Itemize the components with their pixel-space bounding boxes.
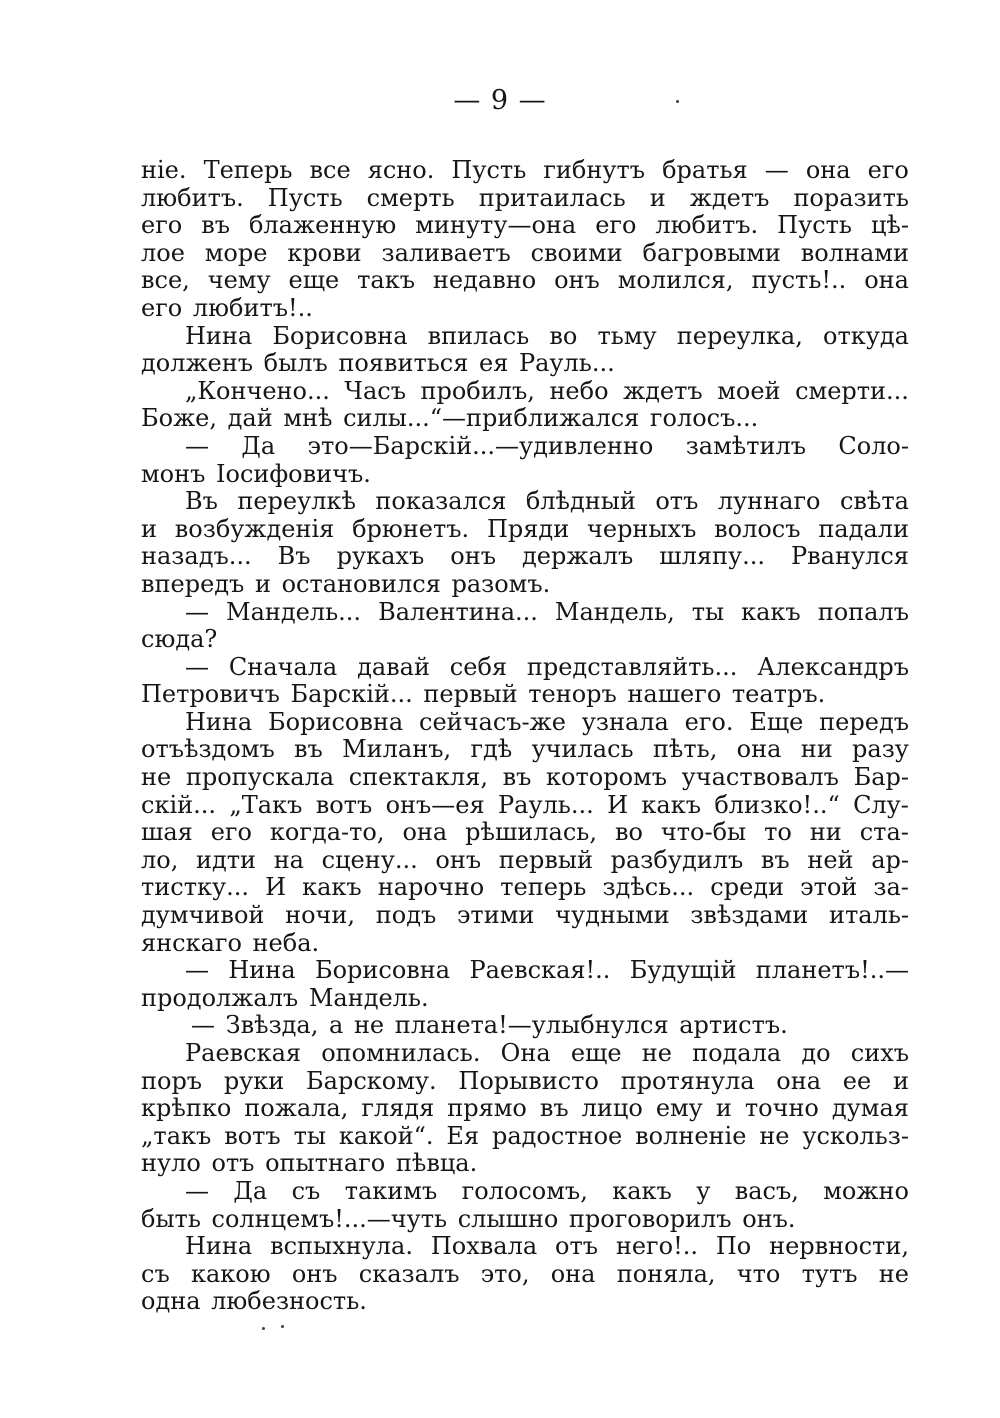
- print-speck: [262, 1327, 265, 1330]
- text-line: „такъ вотъ ты какой“. Ея радостное волненіе не ускольз-: [141, 1121, 909, 1150]
- text-line: Нина Борисовна впилась во тьму переулка, откуда: [185, 321, 909, 350]
- text-line: Нина вспыхнула. Похвала отъ него!.. По нервности,: [185, 1232, 909, 1261]
- text-line: шая его когда-то, она рѣшилась, во что-бы то ни ста-: [141, 818, 909, 847]
- text-line: поръ руки Барскому. Порывисто протянула она ее и: [141, 1066, 909, 1095]
- text-line: крѣпко пожала, глядя прямо въ лицо ему и точно думая: [141, 1094, 909, 1123]
- text-line: — Нина Борисовна Раевская!.. Будущій планетъ!..—: [185, 956, 909, 985]
- text-line: его въ блаженную минуту—она его любитъ. Пусть цѣ-: [141, 211, 909, 240]
- print-speck: [676, 100, 679, 103]
- text-line: быть солнцемъ!...—чуть слышно проговорилъ онъ.: [141, 1204, 796, 1233]
- text-line: долженъ былъ появиться ея Рауль...: [141, 349, 615, 378]
- text-line: съ какою онъ сказалъ это, она поняла, что тутъ не: [141, 1259, 909, 1288]
- text-line: — Да съ такимъ голосомъ, какъ у васъ, можно: [185, 1176, 909, 1205]
- text-line: продолжалъ Мандель.: [141, 983, 429, 1012]
- text-line: нуло отъ опытнаго пѣвца.: [141, 1149, 478, 1178]
- body-text: [141, 157, 909, 1316]
- text-line: все, чему еще такъ недавно онъ молился, пусть!.. она: [141, 266, 909, 295]
- text-line: — Да это—Барскій...—удивленно замѣтилъ Соло-: [185, 431, 909, 460]
- text-line: Въ переулкѣ показался блѣдный отъ луннаго свѣта: [185, 487, 909, 516]
- text-line: — Сначала давай себя представляйть... Александръ: [185, 652, 909, 681]
- page-number: — 9 —: [453, 85, 547, 116]
- text-line: впередъ и остановился разомъ.: [141, 569, 551, 598]
- text-line: тистку... И какъ нарочно теперь здѣсь... среди этой за-: [141, 873, 909, 902]
- text-line: назадъ... Въ рукахъ онъ держалъ шляпу... Рванулся: [141, 542, 909, 571]
- text-line: янскаго неба.: [141, 928, 320, 957]
- text-line: монъ Іосифовичъ.: [141, 459, 371, 488]
- text-line: любитъ. Пусть смерть притаилась и ждетъ поразить: [141, 183, 909, 212]
- text-line: лое море крови заливаетъ своими багровыми волнами: [141, 238, 909, 267]
- text-line: — Звѣзда, а не планета!—улыбнулся артистъ.: [191, 1011, 788, 1040]
- text-line: Петровичъ Барскій... первый теноръ нашего театръ.: [141, 680, 826, 709]
- text-line: сюда?: [141, 625, 218, 654]
- text-line: „Кончено... Часъ пробилъ, небо ждетъ моей смерти...: [185, 376, 909, 405]
- text-line: Раевская опомнилась. Она еще не подала до сихъ: [185, 1039, 909, 1067]
- text-line: не пропускала спектакля, въ которомъ участвовалъ Бар-: [141, 763, 909, 792]
- text-line: одна любезность.: [141, 1287, 367, 1316]
- text-line: Боже, дай мнѣ силы...“—приближался голосъ...: [141, 404, 759, 433]
- text-line: Нина Борисовна сейчасъ-же узнала его. Еще передъ: [185, 707, 909, 736]
- text-line: ніе. Теперь все ясно. Пусть гибнутъ братья — она его: [141, 156, 909, 184]
- text-line: и возбужденія брюнетъ. Пряди черныхъ волосъ падали: [141, 514, 909, 543]
- text-line: — Мандель... Валентина... Мандель, ты какъ попалъ: [185, 597, 909, 626]
- text-line: скій... „Такъ вотъ онъ—ея Рауль... И какъ близко!..“ Слу-: [141, 790, 909, 819]
- print-speck: [281, 1325, 284, 1328]
- text-line: отъѣздомъ въ Миланъ, гдѣ училась пѣть, она ни разу: [141, 735, 909, 764]
- text-line: ло, идти на сцену... онъ первый разбудилъ въ ней ар-: [141, 845, 909, 874]
- text-line: его любитъ!..: [141, 293, 313, 322]
- text-line: думчивой ночи, подъ этими чудными звѣздами италь-: [141, 901, 909, 930]
